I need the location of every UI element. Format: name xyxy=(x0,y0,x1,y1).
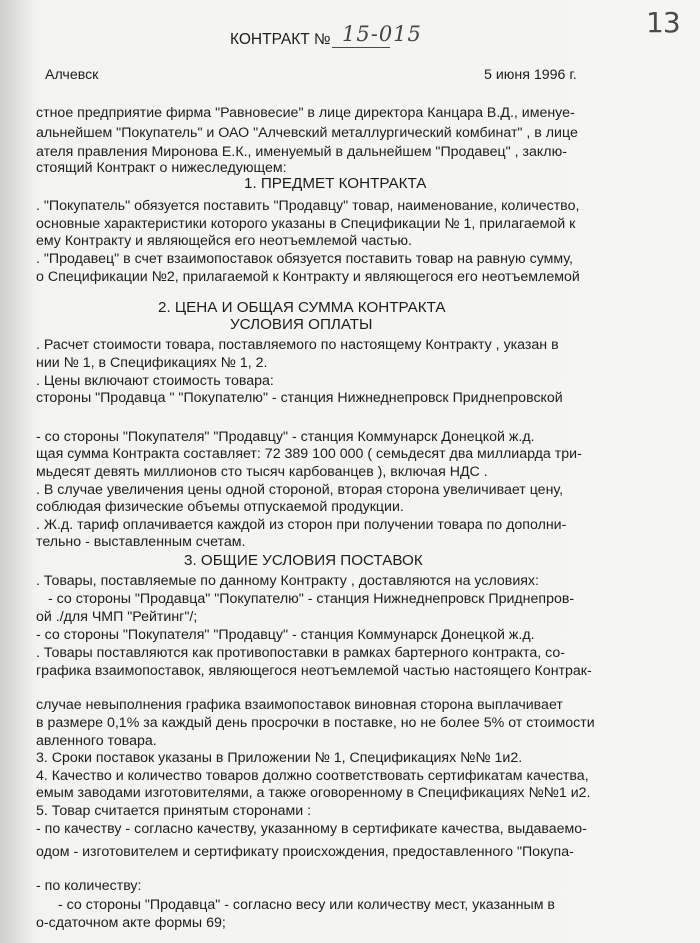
text-line: мьдесят девять миллионов сто тысяч карбованцев ), включая НДС . xyxy=(36,464,488,480)
page-edge-shadow xyxy=(0,0,34,943)
text-line: . Товары, поставляемые по данному Контракту , доставляются на условиях: xyxy=(36,573,539,589)
text-line: - по количеству: xyxy=(36,878,142,894)
text-line: основные характеристики которого указаны в Спецификации № 1, прилагаемой к xyxy=(36,216,576,232)
text-line: тельно - выставленным счетам. xyxy=(36,534,246,550)
text-line: стороны "Продавца " "Покупателю" - станция Нижнеднепровск Приднепровской xyxy=(36,390,563,406)
text-line: ему Контракту и являющейся его неотъемлемой частью. xyxy=(36,233,413,249)
contract-city: Алчевск xyxy=(45,67,99,83)
text-line: . Расчет стоимости товара, поставляемого по настоящему Контракту , указан в xyxy=(36,337,559,353)
section-2-heading: 2. ЦЕНА И ОБЩАЯ СУММА КОНТРАКТА xyxy=(158,299,446,316)
text-line: ой ./для ЧМП "Рейтинг"/; xyxy=(36,609,198,625)
text-line: о Спецификации №2, прилагаемой к Контракту и являющегося его неотъемлемой xyxy=(36,269,580,285)
text-line: нии № 1, в Спецификациях № 1, 2. xyxy=(36,355,268,371)
text-line: 3. Сроки поставок указаны в Приложении № 1, Спецификациях №№ 1и2. xyxy=(36,750,523,766)
text-line: . "Продавец" в счет взаимопоставок обязуется поставить товар на равную сумму, xyxy=(36,251,573,267)
text-line: одом - изготовителем и сертификату происхождения, предоставленного "Покупа- xyxy=(36,844,574,860)
text-line: щая сумма Контракта составляет: 72 389 100 000 ( семьдесят два миллиарда три- xyxy=(36,446,582,462)
text-line: емым заводами изготовителями, а также оговоренному в Спецификациях №№1 и2. xyxy=(36,785,591,801)
section-1-heading: 1. ПРЕДМЕТ КОНТРАКТА xyxy=(244,175,427,192)
text-line: ателя правления Миронова Е.К., именуемый в дальнейшем "Продавец" , заклю- xyxy=(36,144,567,160)
text-line: стное предприятие фирма "Равновесие" в лице директора Канцара В.Д., именуе- xyxy=(36,105,575,121)
contract-number-handwritten: 15-015 xyxy=(342,22,422,46)
text-line: - со стороны "Покупателя" "Продавцу" - станция Коммунарск Донецкой ж.д. xyxy=(36,627,535,643)
text-line: . Товары поставляются как противопоставки в рамках бартерного контракта, со- xyxy=(36,645,565,661)
text-line: . В случае увеличения цены одной стороной, вторая сторона увеличивает цену, xyxy=(36,482,564,498)
contract-number-underline xyxy=(332,47,390,48)
text-line: графика взаимопоставок, являющегося неотъемлемой частью настоящего Контрак- xyxy=(36,663,592,679)
text-line: . Цены включают стоимость товара: xyxy=(36,373,274,389)
contract-title: КОНТРАКТ № xyxy=(230,31,331,48)
handwritten-page-number: 13 xyxy=(646,6,680,39)
section-2-subheading: УСЛОВИЯ ОПЛАТЫ xyxy=(230,316,373,333)
text-line: стоящий Контракт о нижеследующем: xyxy=(36,160,287,176)
text-line: о-сдаточном акте формы 69; xyxy=(36,915,226,931)
text-line: - со стороны "Покупателя" "Продавцу" - станция Коммунарск Донецкой ж.д. xyxy=(36,429,535,445)
text-line: случае невыполнения графика взаимопоставок виновная сторона выплачивает xyxy=(36,697,563,713)
text-line: - со стороны "Продавца" "Покупателю" - станция Нижнеднепровск Приднепров- xyxy=(48,591,575,607)
text-line: . Ж.д. тариф оплачивается каждой из сторон при получении товара по дополни- xyxy=(36,517,567,533)
text-line: соблюдая физические объемы отпускаемой продукции. xyxy=(36,499,404,515)
contract-date: 5 июня 1996 г. xyxy=(484,67,577,83)
text-line: 5. Товар считается принятым сторонами : xyxy=(36,803,312,819)
text-line: - по качеству - согласно качеству, указанному в сертификате качества, выдаваемо- xyxy=(36,821,587,837)
section-3-heading: 3. ОБЩИЕ УСЛОВИЯ ПОСТАВОК xyxy=(184,552,423,569)
text-line: альнейшем "Покупатель" и ОАО "Алчевский металлургический комбинат" , в лице xyxy=(36,125,578,141)
text-line: в размере 0,1% за каждый день просрочки в поставке, но не более 5% от стоимости xyxy=(36,715,595,731)
text-line: . "Покупатель" обязуется поставить "Продавцу" товар, наименование, количество, xyxy=(36,198,580,214)
text-line: - со стороны "Продавца" - согласно весу или количеству мест, указанным в xyxy=(58,897,555,913)
text-line: 4. Качество и количество товаров должно соответствовать сертификатам качества, xyxy=(36,768,589,784)
text-line: авленного товара. xyxy=(36,733,157,749)
